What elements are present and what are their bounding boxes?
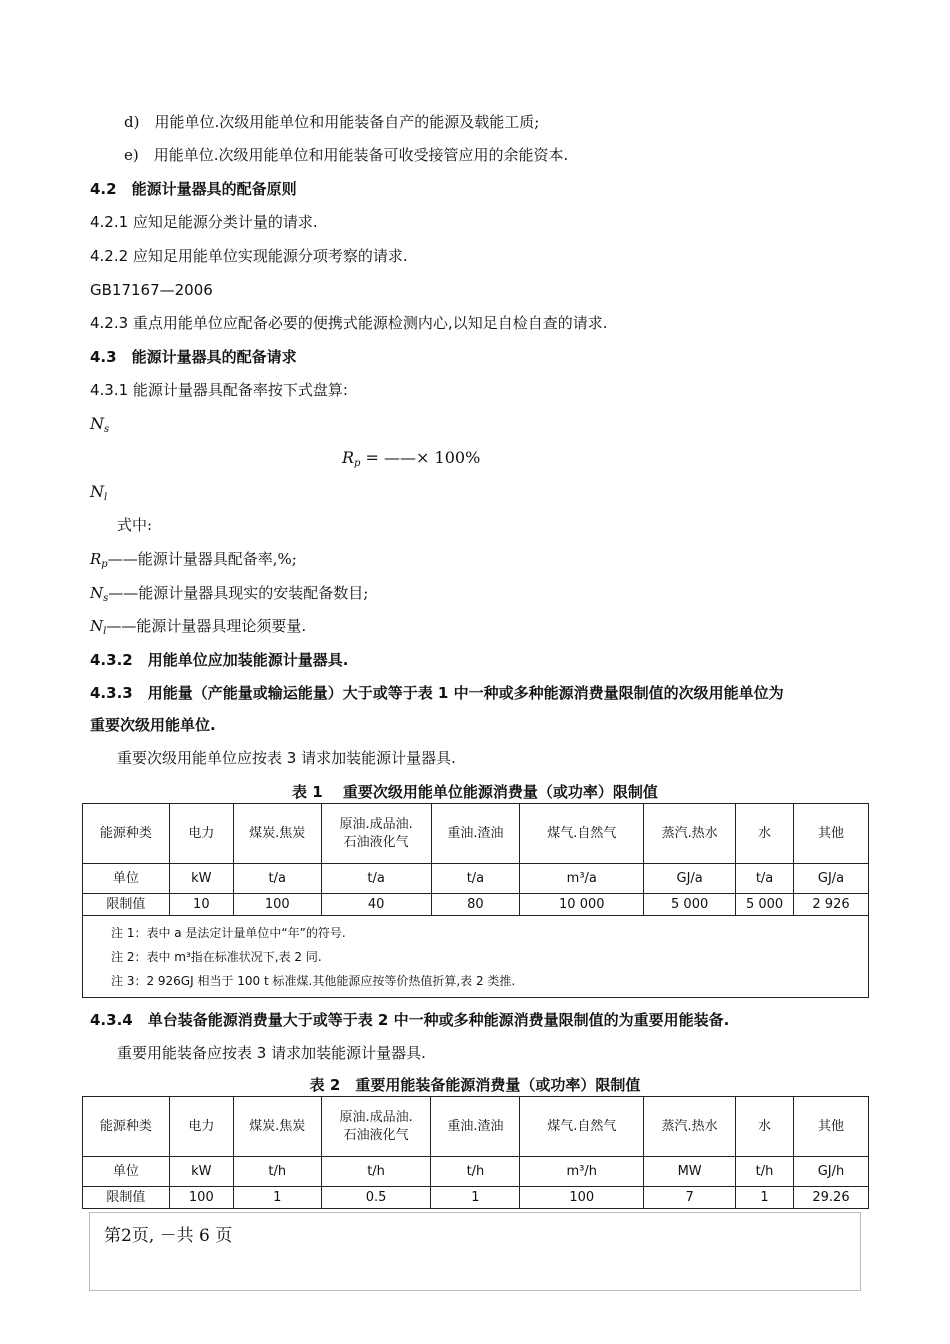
- table2-cell: 1: [431, 1187, 520, 1209]
- table2-cell: t/h: [321, 1157, 431, 1187]
- clause-4-3-1: 4.3.1 能源计量器具配备率按下式盘算:: [90, 381, 348, 399]
- table2-caption: 表 2 重要用能装备能源消费量（或功率）限制值: [309, 1076, 641, 1094]
- table1-cell: t/a: [321, 864, 431, 894]
- table1-cell: 100: [233, 894, 321, 916]
- clause-4-2-1: 4.2.1 应知足能源分类计量的请求.: [90, 213, 318, 231]
- table1-cell: 10 000: [520, 894, 644, 916]
- table1-cell: 5 000: [736, 894, 794, 916]
- table1-cell: GJ/a: [644, 864, 736, 894]
- table2-cell: 限制值: [83, 1187, 170, 1209]
- table2-header-cell: 电力: [169, 1097, 233, 1157]
- table2-header-cell: 水: [736, 1097, 794, 1157]
- table1: [82, 803, 869, 998]
- table1-cell: kW: [169, 864, 233, 894]
- table1-header-cell: 原油.成品油. 石油液化气: [321, 804, 431, 864]
- table2-cell: MW: [644, 1157, 736, 1187]
- table1-header-cell: 蒸汽.热水: [644, 804, 736, 864]
- formula-denominator: $N_l$: [90, 482, 108, 503]
- table2-cell: t/h: [233, 1157, 321, 1187]
- clause-4-2-2: 4.2.2 应知足用能单位实现能源分项考察的请求.: [90, 247, 408, 265]
- table2-cell: 1: [736, 1187, 794, 1209]
- table2-header-cell: 煤气.自然气: [520, 1097, 644, 1157]
- clause-4-3-4: 4.3.4 单台装备能源消费量大于或等于表 2 中一种或多种能源消费量限制值的为重要用能装备.: [90, 1011, 730, 1029]
- table1-header-row: [83, 804, 869, 864]
- table2-cell: 29.26: [793, 1187, 868, 1209]
- table2-cell: 0.5: [321, 1187, 431, 1209]
- table1-cell: t/a: [233, 864, 321, 894]
- table1-cell: GJ/a: [794, 864, 869, 894]
- clause-4-2-3: 4.2.3 重点用能单位应配备必要的便携式能源检测内心,以知足自检自查的请求.: [90, 314, 608, 332]
- section-heading-4-2: 4.2 能源计量器具的配备原则: [90, 180, 297, 198]
- table1-cell: 5 000: [644, 894, 736, 916]
- table1-cell: 80: [431, 894, 520, 916]
- table2-cell: 100: [520, 1187, 644, 1209]
- table2-cell: kW: [169, 1157, 233, 1187]
- table2: [82, 1096, 869, 1209]
- table2-cell: 100: [169, 1187, 233, 1209]
- table2-header-cell: 其他: [793, 1097, 868, 1157]
- table2-cell: 单位: [83, 1157, 170, 1187]
- table2-cell: GJ/h: [793, 1157, 868, 1187]
- formula-numerator: $N_s$: [90, 414, 110, 435]
- table1-header-cell: 其他: [794, 804, 869, 864]
- table2-cell: t/h: [736, 1157, 794, 1187]
- table1-cell: 40: [321, 894, 431, 916]
- table2-header-cell: 蒸汽.热水: [644, 1097, 736, 1157]
- table1-header-cell: 电力: [169, 804, 233, 864]
- table1-note: 注 1：表中 a 是法定计量单位中“年”的符号.: [111, 925, 346, 940]
- table2-cell: 7: [644, 1187, 736, 1209]
- table1-notes: [83, 916, 869, 998]
- table1-header-cell: 煤炭.焦炭: [233, 804, 321, 864]
- table2-header-cell: 重油.渣油: [431, 1097, 520, 1157]
- table2-cell: 1: [233, 1187, 321, 1209]
- standard-number: GB17167—2006: [90, 281, 213, 299]
- table1-note: 注 3：2 926GJ 相当于 100 t 标准煤.其他能源应按等价热值折算,表 2 类推.: [111, 973, 516, 988]
- table1-notes-row: [83, 916, 869, 998]
- table1-cell: 限制值: [83, 894, 170, 916]
- table2-cell: m³/h: [520, 1157, 644, 1187]
- table1-header-cell: 水: [736, 804, 794, 864]
- table2-cell: t/h: [431, 1157, 520, 1187]
- clause-4-3-3-cont: 重要次级用能单位.: [90, 716, 216, 734]
- table1-limits-row: [83, 894, 869, 916]
- page-footer: [89, 1212, 861, 1291]
- table1-cell: 2 926: [794, 894, 869, 916]
- list-item-e: e) 用能单位.次级用能单位和用能装备可收受接管应用的余能资本.: [124, 146, 569, 164]
- table1-cell: m³/a: [520, 864, 644, 894]
- formula-where: 式中:: [117, 516, 153, 534]
- table1-header-cell: 能源种类: [83, 804, 170, 864]
- symbol-rp-definition: $R_p——$能源计量器具配备率,%;: [90, 550, 297, 570]
- page-number: 第2页, －共 6 页: [104, 1226, 233, 1246]
- table2-header-row: [83, 1097, 869, 1157]
- table1-cell: 10: [169, 894, 233, 916]
- section-heading-4-3: 4.3 能源计量器具的配备请求: [90, 348, 297, 366]
- table1-header-cell: 重油.渣油: [431, 804, 520, 864]
- paragraph-table3-ref-1: 重要次级用能单位应按表 3 请求加装能源计量器具.: [117, 749, 456, 767]
- table1-note: 注 2：表中 m³指在标准状况下,表 2 同.: [111, 949, 322, 964]
- paragraph-table3-ref-2: 重要用能装备应按表 3 请求加装能源计量器具.: [117, 1044, 426, 1062]
- table1-cell: t/a: [431, 864, 520, 894]
- table2-header-cell: 煤炭.焦炭: [233, 1097, 321, 1157]
- list-item-d: d) 用能单位.次级用能单位和用能装备自产的能源及载能工质;: [124, 113, 540, 131]
- table2-units-row: [83, 1157, 869, 1187]
- formula-main: $R_p$ = ——× 100%: [342, 448, 481, 469]
- clause-4-3-3: 4.3.3 用能量（产能量或输运能量）大于或等于表 1 中一种或多种能源消费量限制值的次级用能单位为: [90, 684, 784, 702]
- table1-cell: 单位: [83, 864, 170, 894]
- clause-4-3-2: 4.3.2 用能单位应加装能源计量器具.: [90, 651, 349, 669]
- table2-header-cell: 原油.成品油. 石油液化气: [321, 1097, 431, 1157]
- table1-caption: 表 1 重要次级用能单位能源消费量（或功率）限制值: [292, 783, 658, 801]
- table2-limits-row: [83, 1187, 869, 1209]
- symbol-ns-definition: $N_s——$能源计量器具现实的安装配备数目;: [90, 584, 369, 604]
- table1-cell: t/a: [736, 864, 794, 894]
- table1-header-cell: 煤气.自然气: [520, 804, 644, 864]
- symbol-nl-definition: $N_l——$能源计量器具理论须要量.: [90, 617, 307, 637]
- table1-units-row: [83, 864, 869, 894]
- table2-header-cell: 能源种类: [83, 1097, 170, 1157]
